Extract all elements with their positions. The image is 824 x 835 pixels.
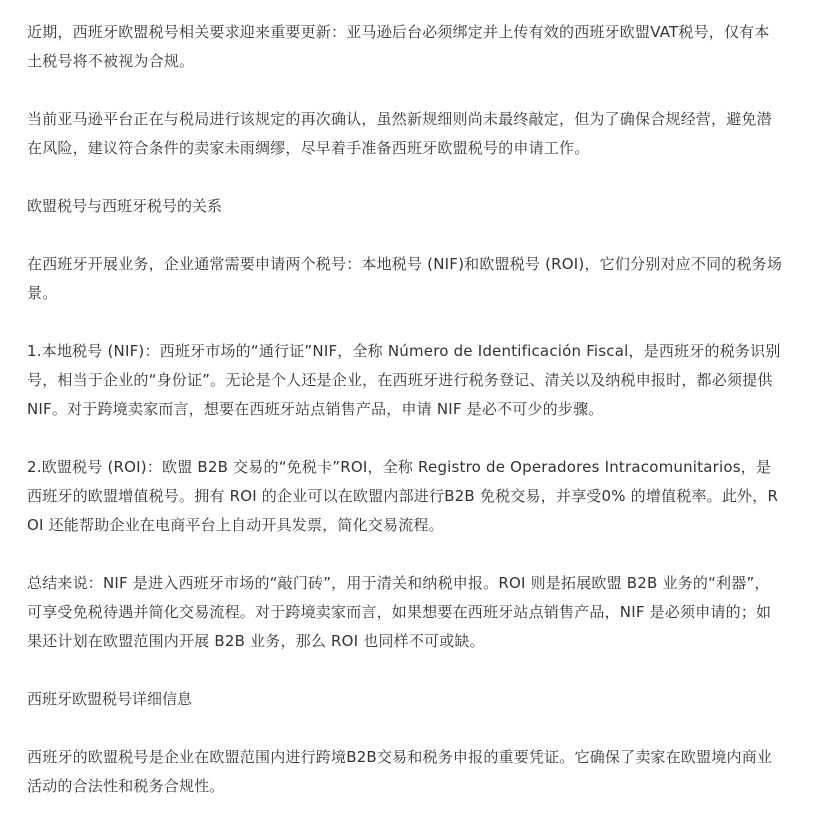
summary-paragraph: 总结来说：NIF 是进入西班牙市场的“敲门砖”，用于清关和纳税申报。ROI 则是拓展欧盟 B2B 业务的“利器”，可享受免税待遇并简化交易流程。对于跨境卖家而言，如果想要在西班牙站点销售产品，NIF 是必须申请的；如果还计划在欧盟范围内开展 B2B 业务，那么 ROI 也同样不可或缺。 <box>27 574 772 650</box>
spacer <box>27 76 784 105</box>
section-heading-relation: 欧盟税号与西班牙税号的关系 <box>27 197 223 215</box>
spacer <box>27 163 784 192</box>
spacer <box>27 221 784 250</box>
section-heading-details: 西班牙欧盟税号详细信息 <box>27 690 193 708</box>
nif-paragraph: 1.本地税号 (NIF)：西班牙市场的“通行证”NIF，全称 Número de Identificación Fiscal，是西班牙的税务识别号，相当于企业的“身份证”。无论是个人还是企业，在西班牙进行税务登记、清关以及纳税申报时，都必须提供 NIF。对于跨境卖家而言，想要在西班牙站点销售产品，申请 NIF 是必不可少的步骤。 <box>27 342 781 418</box>
two-tax-ids-paragraph: 在西班牙开展业务，企业通常需要申请两个税号：本地税号 (NIF)和欧盟税号 (ROI)，它们分别对应不同的税务场景。 <box>27 255 783 302</box>
spacer <box>27 656 784 685</box>
status-paragraph: 当前亚马逊平台正在与税局进行该规定的再次确认，虽然新规细则尚未最终敲定，但为了确保合规经营，避免潜在风险，建议符合条件的卖家未雨绸缪，尽早着手准备西班牙欧盟税号的申请工作。 <box>27 110 772 157</box>
spacer <box>27 540 784 569</box>
roi-paragraph: 2.欧盟税号 (ROI)：欧盟 B2B 交易的“免税卡”ROI，全称 Registro de Operadores Intracomunitarios，是西班牙的欧盟增值税号。拥有 ROI 的企业可以在欧盟内部进行B2B 免税交易，并享受0% 的增值税率。此外，ROI 还能帮助企业在电商平台上自动开具发票，简化交易流程。 <box>27 458 779 534</box>
details-paragraph: 西班牙的欧盟税号是企业在欧盟范围内进行跨境B2B交易和税务申报的重要凭证。它确保了卖家在欧盟境内商业活动的合法性和税务合规性。 <box>27 748 773 795</box>
spacer <box>27 714 784 743</box>
intro-paragraph: 近期，西班牙欧盟税号相关要求迎来重要更新：亚马逊后台必须绑定并上传有效的西班牙欧盟VAT税号，仅有本土税号将不被视为合规。 <box>27 23 770 70</box>
spacer <box>27 308 784 337</box>
spacer <box>27 424 784 453</box>
